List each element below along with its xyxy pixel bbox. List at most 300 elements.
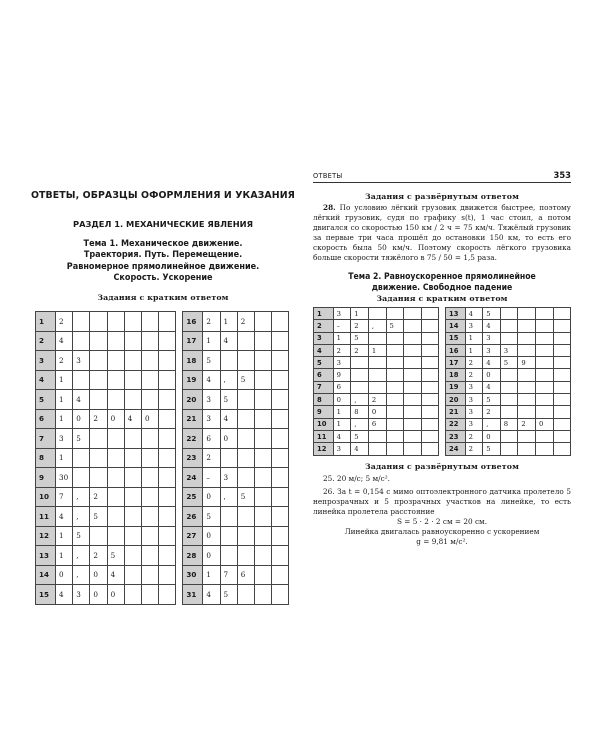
answer-cell: [386, 357, 404, 369]
answer-cell: 4: [107, 565, 124, 585]
task-number-cell: 12: [314, 443, 334, 455]
answer-cell: 2: [465, 357, 483, 369]
answer-cell: [553, 332, 570, 344]
answer-cell: [368, 381, 386, 393]
answer-row: [446, 332, 571, 344]
answer-cell: [351, 381, 369, 393]
answer-26-line: линейке, то есть линейка пролетела расстояние: [313, 496, 571, 516]
page-title: ОТВЕТЫ, ОБРАЗЦЫ ОФОРМЛЕНИЯ И УКАЗАНИЯ: [30, 190, 295, 201]
answer-cell: [518, 443, 536, 455]
answer-cell: 0: [56, 565, 73, 585]
answer-cell: 5: [483, 394, 501, 406]
answer-cell: ,: [73, 487, 90, 507]
answer-cell: [141, 312, 158, 332]
answer-cell: 1: [56, 370, 73, 390]
answer-row: [183, 390, 289, 410]
answer-row: [36, 370, 176, 390]
answer-cell: [141, 507, 158, 527]
answer-cell: [553, 381, 570, 393]
answer-row: [183, 468, 289, 488]
task-number-cell: 15: [446, 332, 466, 344]
answer-cell: 5: [237, 487, 254, 507]
task-number-cell: 20: [446, 394, 466, 406]
answer-cell: 5: [73, 429, 90, 449]
answer-cell: [553, 406, 570, 418]
answer-cell: [141, 390, 158, 410]
answer-cell: [500, 394, 518, 406]
answer-25: 25. 20 м/с; 5 м/с².: [323, 473, 390, 483]
answer-cell: 1: [56, 526, 73, 546]
answer-cell: 4: [124, 409, 141, 429]
answer-cell: [421, 369, 438, 381]
answer-cell: [237, 507, 254, 527]
answer-cell: [159, 507, 176, 527]
answer-28-line: Тяжёлый грузовик за первые три часа прошёл до: [313, 223, 571, 242]
answer-cell: [107, 526, 124, 546]
answer-cell: 2: [465, 443, 483, 455]
answer-cell: [518, 381, 536, 393]
answer-cell: [159, 468, 176, 488]
answer-cell: [404, 369, 421, 381]
answer-row: [183, 585, 289, 605]
answer-cell: [535, 369, 553, 381]
answer-cell: [159, 409, 176, 429]
answer-cell: 5: [220, 390, 237, 410]
task-number-cell: 19: [446, 381, 466, 393]
answer-cell: [237, 331, 254, 351]
answer-cell: [107, 390, 124, 410]
topic-1-line: Траектория. Путь. Перемещение.: [83, 250, 243, 261]
task-number-cell: 16: [446, 344, 466, 356]
section-title: РАЗДЕЛ 1. МЕХАНИЧЕСКИЕ ЯВЛЕНИЯ: [73, 219, 253, 229]
task-number-cell: 17: [446, 357, 466, 369]
answer-row: [36, 585, 176, 605]
answer-cell: [237, 526, 254, 546]
answer-cell: [159, 331, 176, 351]
answer-cell: [368, 308, 386, 320]
answer-cell: 7: [56, 487, 73, 507]
answer-row: [36, 565, 176, 585]
task-number-cell: 31: [183, 585, 203, 605]
answer-cell: 2: [90, 487, 107, 507]
answer-26-line: пролетело 5 непрозрачных и 5 прозрачных участков на: [313, 486, 571, 506]
answer-cell: [141, 585, 158, 605]
answer-cell: [124, 429, 141, 449]
answer-cell: [159, 312, 176, 332]
answer-cell: 0: [333, 394, 351, 406]
answer-cell: [220, 351, 237, 371]
answer-cell: [404, 308, 421, 320]
answer-cell: [90, 370, 107, 390]
answer-cell: [351, 357, 369, 369]
answer-cell: [421, 381, 438, 393]
answer-row: [446, 394, 571, 406]
answer-cell: [220, 448, 237, 468]
answer-cell: [500, 332, 518, 344]
answer-cell: [421, 430, 438, 442]
task-number-cell: 6: [36, 409, 56, 429]
answer-cell: 3: [483, 344, 501, 356]
answer-cell: [124, 468, 141, 488]
answer-cell: [90, 331, 107, 351]
answer-cell: [518, 320, 536, 332]
task-number-cell: 8: [314, 394, 334, 406]
answer-row: [183, 546, 289, 566]
answer-cell: [368, 332, 386, 344]
answer-cell: 8: [500, 418, 518, 430]
answer-cell: 5: [351, 332, 369, 344]
answer-cell: 5: [220, 585, 237, 605]
answer-cell: 2: [465, 430, 483, 442]
answer-cell: 0: [203, 546, 220, 566]
answer-row: [314, 357, 439, 369]
answer-cell: [141, 370, 158, 390]
answer-cell: [535, 308, 553, 320]
answer-cell: [368, 443, 386, 455]
answer-table-c: [313, 307, 439, 456]
answer-cell: [553, 443, 570, 455]
answer-cell: [535, 443, 553, 455]
answer-cell: 2: [56, 312, 73, 332]
answer-cell: [107, 448, 124, 468]
task-number-cell: 7: [36, 429, 56, 449]
answer-cell: [386, 369, 404, 381]
answer-cell: [254, 409, 271, 429]
task-number-cell: 26: [183, 507, 203, 527]
answer-cell: [141, 546, 158, 566]
answer-cell: 0: [203, 526, 220, 546]
right-page: [313, 170, 571, 547]
answer-cell: [272, 546, 289, 566]
answer-row: [314, 332, 439, 344]
task-number-cell: 13: [446, 308, 466, 320]
answer-cell: 6: [203, 429, 220, 449]
answer-row: [183, 507, 289, 527]
answer-cell: [73, 468, 90, 488]
answer-cell: [500, 308, 518, 320]
answer-cell: 5: [483, 308, 501, 320]
answer-row: [314, 406, 439, 418]
answer-cell: [386, 406, 404, 418]
answer-cell: [107, 507, 124, 527]
answer-cell: [518, 406, 536, 418]
answer-cell: 2: [237, 312, 254, 332]
task-number-cell: 6: [314, 369, 334, 381]
answer-cell: 2: [56, 351, 73, 371]
answer-row: [183, 429, 289, 449]
answer-row: [36, 429, 176, 449]
answer-cell: [237, 390, 254, 410]
answer-28-line: По условию лёгкий грузовик движется быстрее,: [339, 203, 536, 212]
answer-row: [446, 430, 571, 442]
answer-row: [183, 409, 289, 429]
left-page: [28, 178, 298, 605]
answer-cell: [553, 418, 570, 430]
answer-cell: ,: [73, 565, 90, 585]
answer-cell: 4: [56, 507, 73, 527]
answer-cell: 6: [368, 418, 386, 430]
answer-cell: ,: [73, 507, 90, 527]
answer-cell: [254, 585, 271, 605]
short-answers-heading: Задания с кратким ответом: [97, 293, 229, 303]
answer-28-line: а потом двигался со скоростью 150 км / 2 ч = 75 км/ч.: [313, 213, 571, 232]
answer-cell: [404, 443, 421, 455]
task-number-cell: 12: [36, 526, 56, 546]
answer-cell: 1: [56, 409, 73, 429]
answer-cell: 1: [351, 308, 369, 320]
task-number-cell: 3: [314, 332, 334, 344]
answer-cell: [141, 429, 158, 449]
answer-cell: [272, 409, 289, 429]
answer-cell: 1: [333, 332, 351, 344]
answer-row: [314, 381, 439, 393]
answer-table-b: [182, 311, 289, 605]
answer-cell: 3: [465, 381, 483, 393]
topic-2-line: Тема 2. Равноускоренное прямолинейное: [348, 272, 536, 282]
answer-cell: [220, 546, 237, 566]
answer-cell: [404, 394, 421, 406]
answer-cell: [73, 331, 90, 351]
answer-cell: [141, 468, 158, 488]
topic-1-line: Скорость. Ускорение: [113, 272, 213, 283]
answer-cell: –: [203, 468, 220, 488]
answer-cell: 3: [465, 394, 483, 406]
answer-cell: [272, 507, 289, 527]
answer-cell: ,: [351, 394, 369, 406]
answer-cell: 3: [333, 308, 351, 320]
answer-cell: [404, 332, 421, 344]
answer-cell: [421, 406, 438, 418]
answer-cell: [237, 429, 254, 449]
answer-cell: [386, 443, 404, 455]
answer-cell: 3: [465, 406, 483, 418]
answer-cell: 0: [73, 409, 90, 429]
running-head: ОТВЕТЫ: [313, 172, 343, 180]
answer-cell: [159, 351, 176, 371]
answer-cell: [254, 370, 271, 390]
answer-cell: 1: [220, 312, 237, 332]
answer-cell: [124, 331, 141, 351]
task-number-cell: 10: [314, 418, 334, 430]
answer-cell: 4: [56, 585, 73, 605]
answer-cell: 2: [518, 418, 536, 430]
answer-cell: [368, 369, 386, 381]
answer-cell: 2: [351, 344, 369, 356]
answer-cell: [124, 526, 141, 546]
answer-cell: [159, 487, 176, 507]
task-number-cell: 23: [183, 448, 203, 468]
answer-cell: 4: [220, 331, 237, 351]
task-number-cell: 16: [183, 312, 203, 332]
answer-cell: 1: [465, 344, 483, 356]
answer-row: [183, 526, 289, 546]
answer-cell: [404, 320, 421, 332]
running-header: [313, 170, 571, 183]
answer-cell: [90, 448, 107, 468]
answer-cell: 5: [90, 507, 107, 527]
answer-cell: [254, 468, 271, 488]
answer-cell: [500, 320, 518, 332]
answer-row: [183, 370, 289, 390]
answer-26: [313, 487, 571, 517]
task-number-cell: 4: [314, 344, 334, 356]
answer-cell: 2: [203, 448, 220, 468]
answer-row: [36, 487, 176, 507]
answer-cell: [404, 406, 421, 418]
answer-cell: [272, 468, 289, 488]
task-number-cell: 5: [36, 390, 56, 410]
answer-cell: 0: [203, 487, 220, 507]
answer-cell: [421, 443, 438, 455]
task-number-cell: 7: [314, 381, 334, 393]
answer-cell: 1: [333, 406, 351, 418]
answer-cell: [272, 429, 289, 449]
answer-tables-topic-2: [313, 307, 571, 456]
answer-cell: [518, 344, 536, 356]
answer-row: [36, 331, 176, 351]
answer-cell: [141, 351, 158, 371]
answer-cell: 0: [90, 585, 107, 605]
answer-cell: 5: [483, 443, 501, 455]
answer-row: [314, 344, 439, 356]
task-number-cell: 30: [183, 565, 203, 585]
answer-row: [314, 308, 439, 320]
answer-cell: [272, 370, 289, 390]
task-number-cell: 10: [36, 487, 56, 507]
answer-cell: 4: [351, 443, 369, 455]
answer-cell: [254, 448, 271, 468]
answer-row: [183, 565, 289, 585]
answer-cell: [386, 308, 404, 320]
answer-cell: [159, 448, 176, 468]
answer-cell: [535, 394, 553, 406]
answer-cell: 2: [368, 394, 386, 406]
answer-row: [36, 351, 176, 371]
answer-row: [446, 406, 571, 418]
answer-row: [36, 409, 176, 429]
answer-cell: [553, 357, 570, 369]
answer-cell: [159, 546, 176, 566]
answer-cell: [518, 430, 536, 442]
answer-row: [183, 312, 289, 332]
answer-cell: [159, 390, 176, 410]
answer-cell: [272, 448, 289, 468]
answer-cell: 3: [465, 320, 483, 332]
answer-cell: [141, 448, 158, 468]
answer-cell: 3: [333, 443, 351, 455]
answer-cell: [159, 526, 176, 546]
answer-cell: [535, 344, 553, 356]
answer-cell: 1: [56, 546, 73, 566]
answer-cell: [272, 526, 289, 546]
answer-row: [183, 487, 289, 507]
topic-2-title: [313, 272, 571, 293]
answer-cell: 0: [368, 406, 386, 418]
answer-cell: [535, 320, 553, 332]
answer-cell: [107, 312, 124, 332]
answer-cell: [500, 430, 518, 442]
topic-1-line: Равномерное прямолинейное движение.: [66, 261, 260, 272]
answer-cell: 5: [203, 507, 220, 527]
answer-cell: 4: [73, 390, 90, 410]
answer-row: [183, 351, 289, 371]
answer-cell: 1: [465, 332, 483, 344]
answer-cell: 3: [56, 429, 73, 449]
task-number-cell: 25: [183, 487, 203, 507]
answer-cell: 4: [333, 430, 351, 442]
answer-cell: [141, 487, 158, 507]
task-number-cell: 28: [183, 546, 203, 566]
answer-row: [314, 320, 439, 332]
answer-cell: [553, 394, 570, 406]
long-answers-heading: Задания с развёрнутым ответом: [364, 192, 520, 201]
task-number-cell: 5: [314, 357, 334, 369]
answer-cell: [90, 351, 107, 371]
answer-row: [446, 308, 571, 320]
answer-cell: [386, 344, 404, 356]
answer-cell: [272, 312, 289, 332]
answer-cell: [237, 585, 254, 605]
task-number-cell: 22: [183, 429, 203, 449]
task-number-cell: 21: [183, 409, 203, 429]
answer-cell: [368, 357, 386, 369]
answer-cell: 9: [518, 357, 536, 369]
answer-cell: [518, 308, 536, 320]
task-number-cell: 1: [36, 312, 56, 332]
answer-cell: 4: [203, 370, 220, 390]
answer-row: [314, 369, 439, 381]
answer-cell: [107, 331, 124, 351]
answer-cell: 0: [90, 565, 107, 585]
answer-cell: [237, 468, 254, 488]
answer-cell: [553, 369, 570, 381]
answer-cell: [272, 565, 289, 585]
answer-cell: [518, 369, 536, 381]
task-number-cell: 17: [183, 331, 203, 351]
answer-row: [314, 394, 439, 406]
answer-cell: 3: [220, 468, 237, 488]
answer-cell: 2: [90, 409, 107, 429]
answer-cell: [254, 312, 271, 332]
answer-28-line: остановки 150 км, то есть его скорость была 50 км/ч.: [313, 233, 572, 252]
task-number-cell: 14: [36, 565, 56, 585]
task-number-cell: 18: [446, 369, 466, 381]
topic-1-line: Тема 1. Механическое движение.: [83, 239, 243, 249]
answer-cell: [421, 344, 438, 356]
answer-28-line: Поэтому скорость лёгкого грузовика больше скорости: [313, 243, 571, 262]
answer-cell: 9: [333, 369, 351, 381]
answer-cell: 6: [333, 381, 351, 393]
answer-cell: [535, 357, 553, 369]
task-number-cell: 8: [36, 448, 56, 468]
answer-cell: [237, 351, 254, 371]
answer-cell: [73, 448, 90, 468]
task-number-cell: 15: [36, 585, 56, 605]
page-number: 353: [553, 170, 571, 180]
answer-cell: 3: [465, 418, 483, 430]
answer-table-a: [35, 311, 176, 605]
answer-cell: [124, 565, 141, 585]
answer-cell: [535, 406, 553, 418]
answer-cell: [107, 351, 124, 371]
answer-cell: 2: [465, 369, 483, 381]
answer-cell: 2: [483, 406, 501, 418]
answer-cell: [518, 394, 536, 406]
answer-cell: [404, 381, 421, 393]
formula-acceleration: g = 9,81 м/с².: [416, 536, 468, 546]
answer-cell: [90, 312, 107, 332]
answer-cell: [272, 351, 289, 371]
